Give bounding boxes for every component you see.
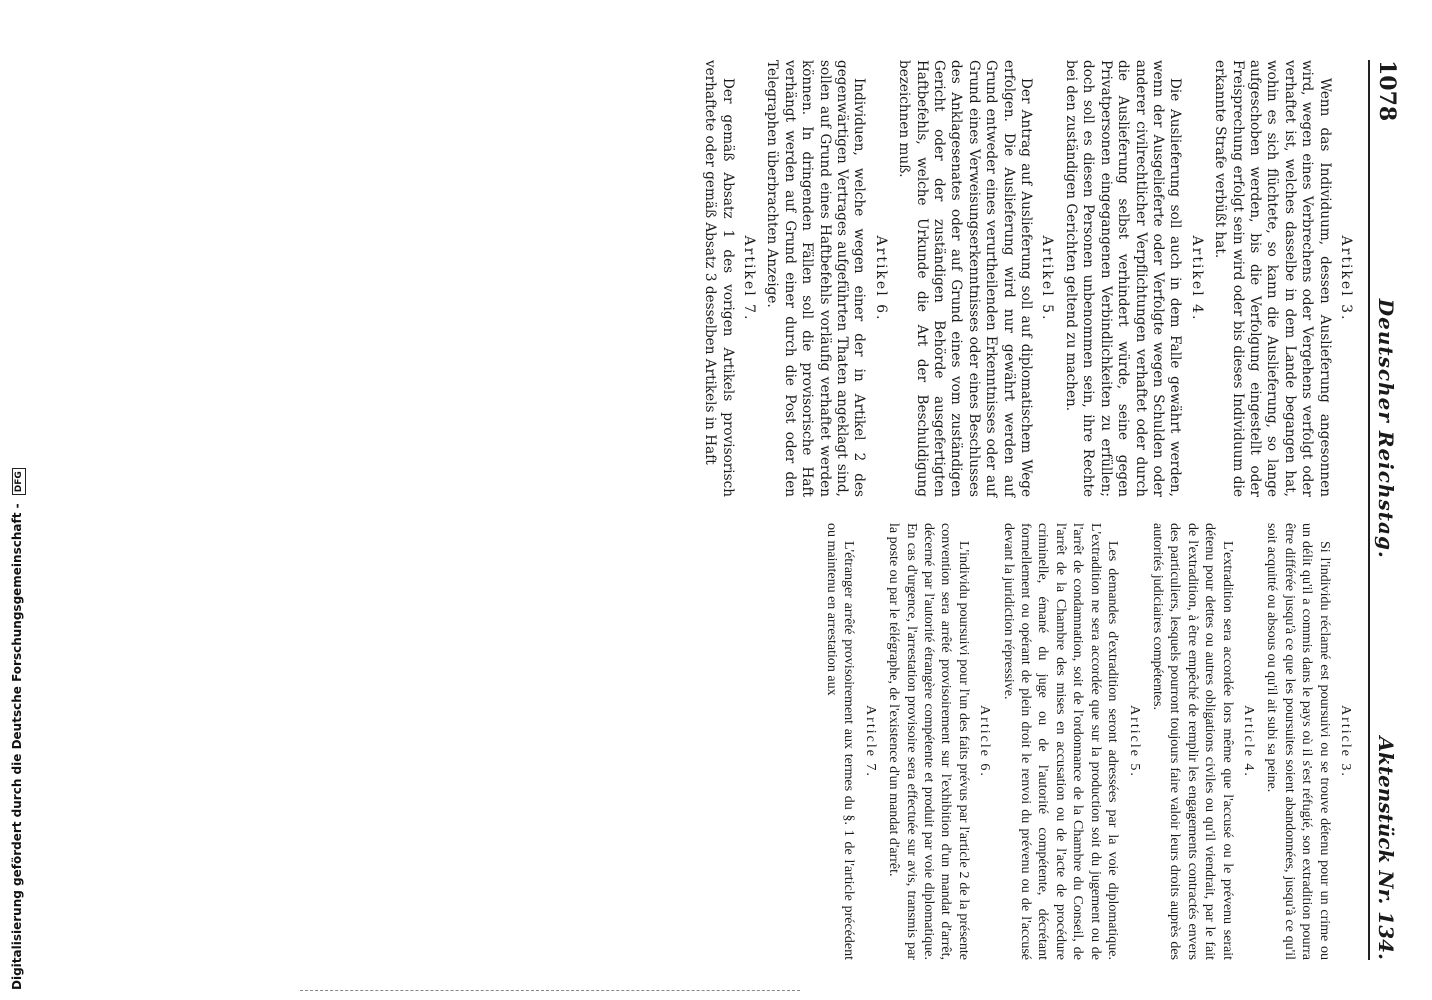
credit-text: Digitalisierung gefördert durch die Deutsche Forschungsgemeinschaft - <box>10 503 24 990</box>
french-article-4-title: Article 4. <box>1240 705 1256 778</box>
file-label: Aktenstück Nr. 134. <box>1374 736 1398 960</box>
french-article-6-text: L'individu poursuivi pour l'un des faits prévus par l'article 2 de la présente convention sera arrêté provisoirement sur l'exhibition d'un mandat d'arrêt, décerné par l'autorité étrangère compétente et produit par voie diplomatique. En cas d'urgence, l'arrestation provisoire sera effectuée sur avis, transmis par la poste ou par le télégraphe, de l'existence d'un mandat d'arrêt. <box>886 523 971 960</box>
french-article-3-text: Si l'individu réclamé est poursuivi ou se trouve détenu pour un crime ou un délit qu'il a commis dans le pays où il s'est réfugié, son extradition pourra être différée jusqu'à ce que les poursuites soient abandonnées, jusqu'à ce qu'il soit acquitté ou absous ou qu'il ait subi sa peine. <box>1264 523 1332 960</box>
digitization-credit <box>4 0 30 1000</box>
french-article-4-text: L'extradition sera accordée lors même que l'accusé ou le prévenu serait détenu pour dettes ou autres obligations civiles ou qu'il viendrait, par le fait de l'extradition, à être empêché de remplir les engagements contractés envers des particuliers, lesquels pourront toujours faire valoir leurs droits auprès des autorités judiciaires compétentes. <box>1149 523 1235 960</box>
french-article-7-text: L'étranger arrêté provisoirement aux termes du §. 1 de l'article précédent ou maintenu en arrestation aux <box>824 523 857 960</box>
german-article-6-text: Individuen, welche wegen einer der in Artikel 2 des gegenwärtigen Vertrages aufgeführten Thaten angeklagt sind, sollen auf Grund eines Haftbefehls vorläufig verhaftet werden können. In dringenden Fällen soll die provisorische Haft verhängt werden auf Grund einer durch die Post oder den Telegraphen überbrachten Anzeige. <box>764 60 868 497</box>
dfg-logo: DFG <box>12 468 26 495</box>
german-article-6-title: Artikel 6. <box>872 235 889 322</box>
french-article-3-title: Article 3. <box>1338 705 1353 778</box>
french-article-5-title: Article 5. <box>1126 705 1142 778</box>
french-column <box>60 523 1360 960</box>
page-header <box>1368 60 1408 960</box>
french-article-6-title: Article 6. <box>977 705 993 778</box>
page-number: 1078 <box>1374 60 1400 122</box>
german-article-5-title: Artikel 5. <box>1039 235 1056 322</box>
german-article-4-title: Artikel 4. <box>1188 235 1205 322</box>
scan-artifact-rule <box>300 990 800 993</box>
page-content <box>36 0 1426 1000</box>
german-article-7-title: Artikel 7. <box>741 235 757 322</box>
german-article-4-text: Die Auslieferung soll auch in dem Falle gewährt werden, wenn der Ausgelieferte oder Verfolgte wegen Schulden oder anderer civilrechtlicher Verpflichtungen verhaftet oder durch die Auslieferung selbst verhindert würde, seine gegen Privatpersonen eingegangenen Verbindlichkeiten zu erfüllen; doch soll es diesen Personen unbenommen sein, ihre Rechte bei den zuständigen Gerichten geltend zu machen. <box>1062 60 1184 497</box>
publication-title: Deutscher Reichstag. <box>1374 298 1398 559</box>
german-article-3-text: Wenn das Individuum, dessen Auslieferung angesonnen wird, wegen eines Verbrechens oder Vergehens verfolgt oder verhaftet ist, welches dasselbe in dem Lande begangen hat, wohin es sich flüchtete, so kann die Auslieferung, so lange aufgeschoben werden, bis die Verfolgung eingestellt oder Freisprechung erfolgt sein wird oder bis dieses Individuum die erkannte Strafe verbüßt hat. <box>1212 60 1333 497</box>
german-article-7-text: Der gemäß Absatz 1 des vorigen Artikels provisorisch verhaftete oder gemäß Absatz 3 desselben Artikels in Haft <box>702 60 736 497</box>
scanned-page <box>36 0 1426 1000</box>
french-article-7-title: Article 7. <box>862 705 878 778</box>
german-article-3-title: Artikel 3. <box>1338 235 1354 322</box>
french-article-5-text: Les demandes d'extradition seront adressées par la voie diplomatique. L'extradition ne sera accordée que sur la production soit du jugement ou de l'arrêt de condamnation, soit de l'ordonnance de la Chambre du Conseil, de l'arrêt de la Chambre des mises en accusation ou de l'acte de procédure criminelle, émané du juge ou de l'autorité compétente, décrétant formellement ou opérant de plein droit le renvoi du prévenu ou de l'accusé devant la juridiction répressive. <box>1000 523 1121 960</box>
german-column <box>60 60 1360 497</box>
german-article-5-text: Der Antrag auf Auslieferung soll auf diplomatischem Wege erfolgen. Die Auslieferung wird nur gewährt werden auf Grund entweder eines verurtheilenden Erkenntnisses oder auf Grund eines Verweisungserkenntnisses oder eines Beschlusses des Anklagesenates oder auf Grund eines vom zuständigen Gericht oder der zuständigen Behörde ausgefertigten Haftbefehls, welche Urkunde die Art der Beschuldigung bezeichnen muß. <box>896 60 1035 497</box>
